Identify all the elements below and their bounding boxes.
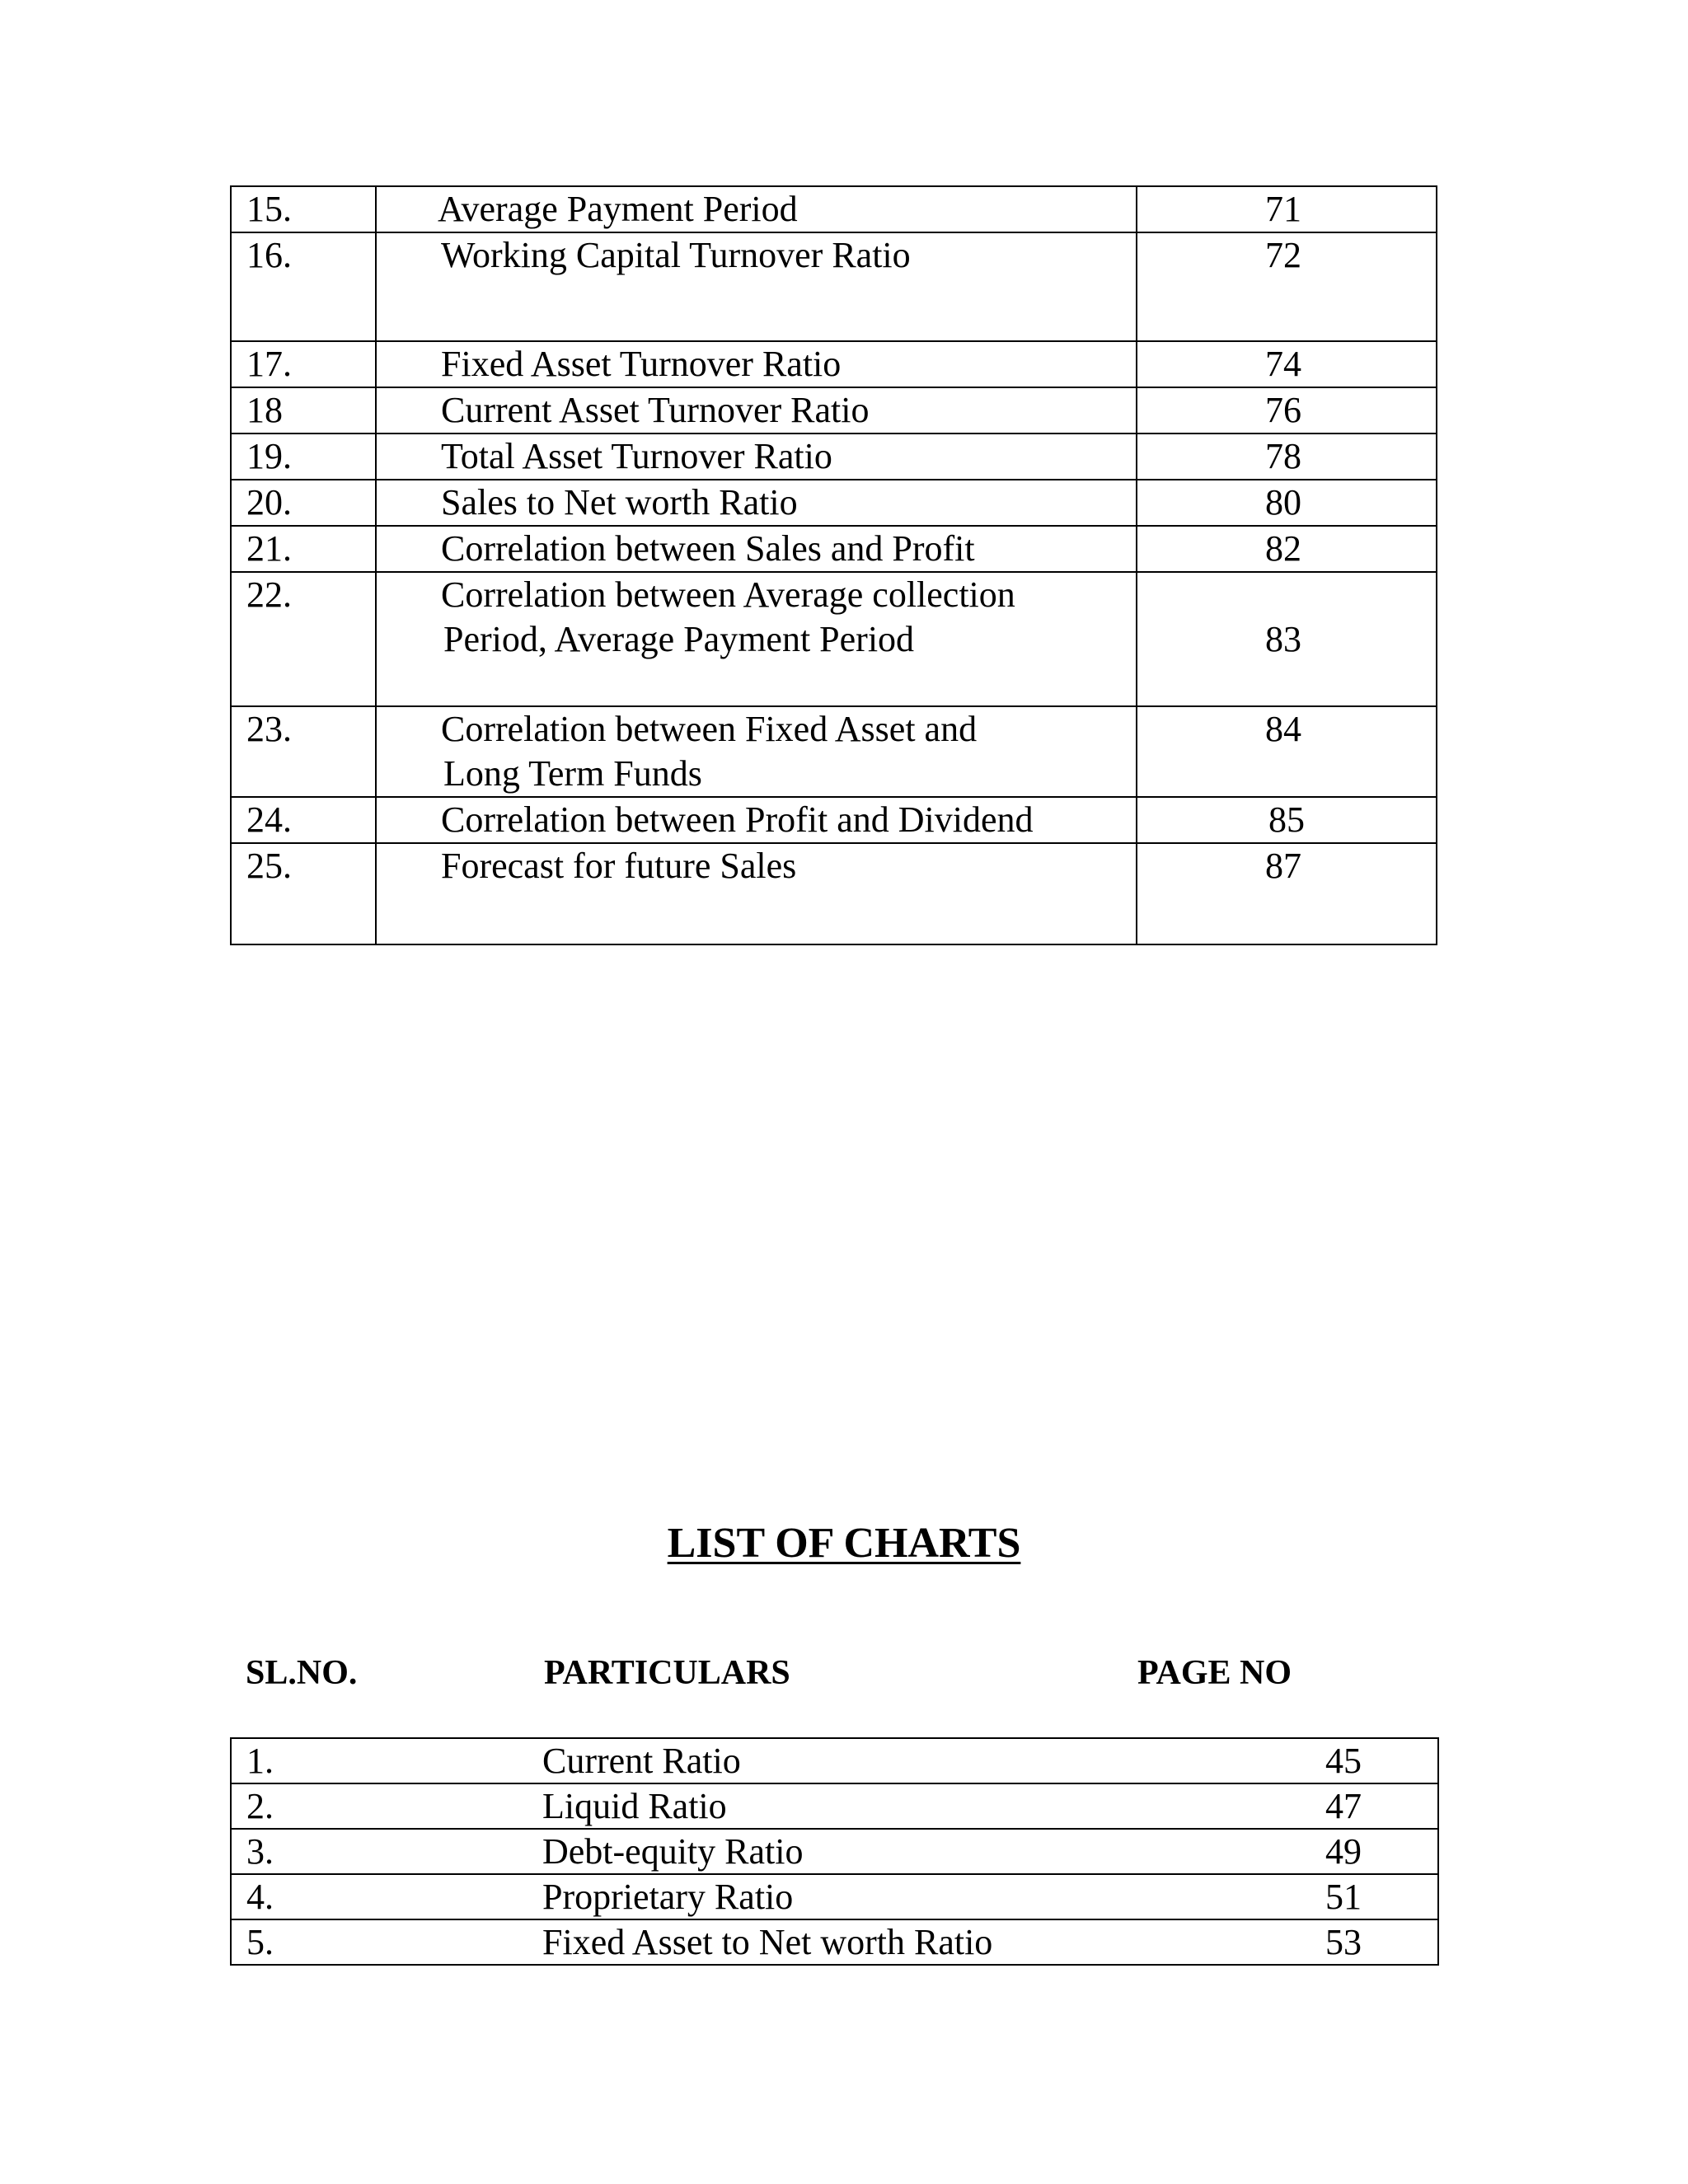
sl-cell: 1. xyxy=(231,1738,542,1783)
table-row xyxy=(231,797,1437,843)
column-header-page: PAGE NO xyxy=(1137,1654,1292,1692)
table-row xyxy=(231,1874,1438,1919)
particular-cell: Correlation between Profit and Dividend xyxy=(376,797,1137,843)
sl-cell: 21. xyxy=(231,526,376,572)
page-cell: 49 xyxy=(1218,1829,1438,1874)
page-cell: 74 xyxy=(1137,341,1437,387)
particular-line: Long Term Funds xyxy=(443,753,702,794)
table-row xyxy=(231,1783,1438,1829)
page-cell: 83 xyxy=(1137,572,1437,706)
table-row xyxy=(231,572,1437,706)
table-row xyxy=(231,387,1437,434)
ratio-list-table xyxy=(230,185,1437,945)
particular-cell: Liquid Ratio xyxy=(542,1783,1218,1829)
page-cell: 45 xyxy=(1218,1738,1438,1783)
sl-cell: 22. xyxy=(231,572,376,706)
table-row xyxy=(231,1919,1438,1965)
section-heading: LIST OF CHARTS xyxy=(667,1520,1021,1567)
sl-cell: 20. xyxy=(231,480,376,526)
page-cell: 80 xyxy=(1137,480,1437,526)
page-cell: 72 xyxy=(1137,232,1437,341)
particular-cell: Forecast for future Sales xyxy=(376,843,1137,944)
page-cell: 84 xyxy=(1137,706,1437,797)
sl-cell: 18 xyxy=(231,387,376,434)
particular-cell: Current Asset Turnover Ratio xyxy=(376,387,1137,434)
sl-cell: 4. xyxy=(231,1874,542,1919)
particular-cell: Sales to Net worth Ratio xyxy=(376,480,1137,526)
table-row xyxy=(231,1829,1438,1874)
page-cell: 87 xyxy=(1137,843,1437,944)
particular-cell: Current Ratio xyxy=(542,1738,1218,1783)
particular-cell: Proprietary Ratio xyxy=(542,1874,1218,1919)
page-cell: 51 xyxy=(1218,1874,1438,1919)
table-row xyxy=(231,434,1437,480)
table-row xyxy=(231,706,1437,797)
particular-cell: Fixed Asset Turnover Ratio xyxy=(376,341,1137,387)
page-cell: 82 xyxy=(1137,526,1437,572)
page-cell: 85 xyxy=(1137,797,1437,843)
sl-cell: 16. xyxy=(231,232,376,341)
particular-cell xyxy=(376,706,1137,797)
particular-cell: Fixed Asset to Net worth Ratio xyxy=(542,1919,1218,1965)
page-cell: 76 xyxy=(1137,387,1437,434)
table-row xyxy=(231,186,1437,232)
page-cell: 71 xyxy=(1137,186,1437,232)
column-header-particulars: PARTICULARS xyxy=(544,1654,790,1692)
page-cell: 47 xyxy=(1218,1783,1438,1829)
particular-cell: Average Payment Period xyxy=(376,186,1137,232)
sl-cell: 3. xyxy=(231,1829,542,1874)
table-row xyxy=(231,526,1437,572)
sl-cell: 24. xyxy=(231,797,376,843)
particular-cell: Debt-equity Ratio xyxy=(542,1829,1218,1874)
page-cell: 78 xyxy=(1137,434,1437,480)
sl-cell: 23. xyxy=(231,706,376,797)
particular-line: Correlation between Fixed Asset and xyxy=(441,709,978,749)
table-row xyxy=(231,341,1437,387)
table-row xyxy=(231,232,1437,341)
column-header-sl: SL.NO. xyxy=(246,1654,358,1692)
sl-cell: 15. xyxy=(231,186,376,232)
particular-cell: Total Asset Turnover Ratio xyxy=(376,434,1137,480)
sl-cell: 19. xyxy=(231,434,376,480)
sl-cell: 2. xyxy=(231,1783,542,1829)
particular-line: Correlation between Average collection xyxy=(441,574,1015,615)
page-cell: 53 xyxy=(1218,1919,1438,1965)
sl-cell: 5. xyxy=(231,1919,542,1965)
table-row xyxy=(231,1738,1438,1783)
particular-line: Period, Average Payment Period xyxy=(443,619,915,659)
particular-cell xyxy=(376,572,1137,706)
particular-cell: Correlation between Sales and Profit xyxy=(376,526,1137,572)
table-row xyxy=(231,843,1437,944)
charts-list-table xyxy=(230,1737,1439,1966)
particular-cell: Working Capital Turnover Ratio xyxy=(376,232,1137,341)
sl-cell: 17. xyxy=(231,341,376,387)
sl-cell: 25. xyxy=(231,843,376,944)
table-row xyxy=(231,480,1437,526)
